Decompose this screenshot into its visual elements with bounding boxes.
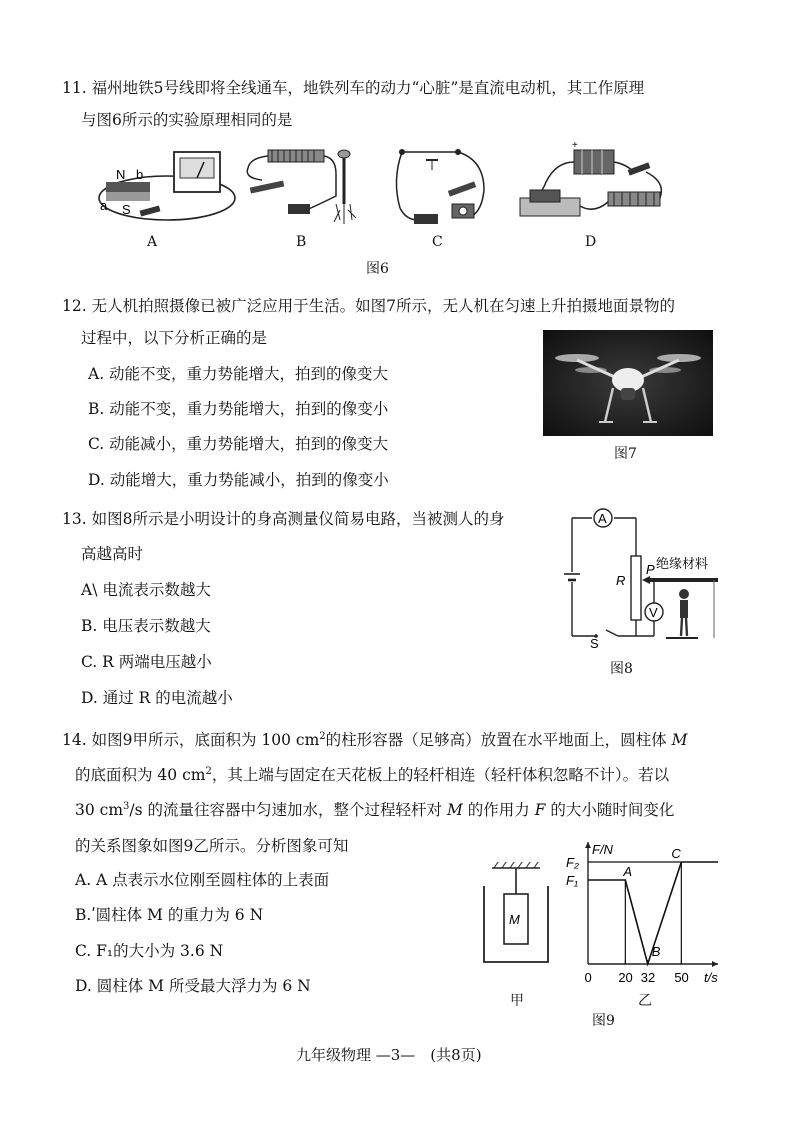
fig9-yi-chart (560, 836, 730, 986)
fig6-a-drawing (92, 146, 242, 226)
q13-option-b: B. 电压表示数越大 (81, 617, 211, 635)
force-curve (588, 862, 681, 964)
point-label: B (651, 944, 661, 959)
switch-label: S (590, 636, 599, 651)
fig9-caption: 图9 (592, 1013, 615, 1029)
q12-option-a: A. 动能不变，重力势能增大，拍到的像变大 (88, 365, 389, 383)
x-tick-label: 50 (674, 970, 689, 985)
resistor-label: R (616, 573, 626, 588)
svg-text:N: N (116, 167, 126, 182)
q11-text1: 福州地铁5号线即将全线通车，地铁列车的动力“心脏”是直流电动机，其工作原理 (91, 79, 645, 97)
chart-xlabel: t/s (704, 970, 718, 985)
q14-line1: 14. 如图9甲所示，底面积为 100 $cm^2$的柱形容器（足够高）放置在水平地面上，圆柱体 M (62, 730, 688, 749)
page-footer: 九年级物理 —3— (共8页) (296, 1046, 482, 1064)
q12-number: 12. (62, 297, 87, 315)
slider-label: P (646, 562, 655, 577)
q13-number: 13. (62, 510, 87, 528)
q11-number: 11. (62, 79, 87, 97)
fig9-jia-label: 甲 (510, 993, 524, 1009)
fig8-circuit (556, 500, 736, 680)
q13-line1 (62, 507, 504, 529)
q14-option-b: B.ʹ圆柱体 M 的重力为 6 N (75, 906, 264, 924)
q12-option-c: C. 动能减小，重力势能增大，拍到的像变大 (88, 435, 389, 453)
fig6-c-label: C (432, 234, 443, 250)
point-label: C (671, 846, 681, 861)
q12-option-b: B. 动能不变，重力势能增大，拍到的像变小 (88, 400, 389, 418)
insulating-material-label: 绝缘材料 (656, 556, 709, 571)
y-tick-label: F₁ (566, 873, 579, 888)
svg-text:S: S (122, 202, 131, 217)
fig6-b-label: B (296, 234, 307, 250)
point-label: A (623, 864, 633, 879)
fig9-yi-label: 乙 (638, 993, 652, 1009)
q14-line4: 的关系图象如图9乙所示。分析图象可知 (75, 837, 349, 855)
fig7-caption: 图7 (614, 446, 637, 462)
q13-line2: 高越高时 (81, 545, 144, 563)
fig9-jia-container (474, 858, 558, 980)
svg-text:+: + (572, 142, 578, 151)
q11-line2: 与图6所示的实验原理相同的是 (81, 111, 293, 129)
q12-line2: 过程中，以下分析正确的是 (81, 329, 268, 347)
fig6-a-label: A (147, 234, 158, 250)
voltmeter-label: V (649, 605, 658, 620)
fig6-d-drawing (516, 142, 666, 227)
q13-option-d: D. 通过 R 的电流越小 (81, 689, 233, 707)
svg-text:a: a (100, 198, 108, 213)
fig6-c-drawing (388, 140, 494, 230)
fig7-drone-photo (543, 330, 713, 436)
x-tick-label: 0 (584, 970, 592, 985)
q11-line1 (62, 76, 644, 98)
svg-text:M: M (509, 912, 520, 927)
q13-text1: 如图8所示是小明设计的身高测量仪简易电路，当被测人的身 (91, 510, 505, 528)
ammeter-label: A (598, 511, 607, 526)
x-tick-label: 20 (618, 970, 633, 985)
fig6-b-drawing (240, 144, 362, 229)
fig6-d-label: D (585, 234, 597, 250)
q14-line3: 30 $cm^3/s$ 的流量往容器中匀速加水，整个过程轻杆对 M 的作用力 F 的大小随时间变化 (75, 800, 675, 819)
svg-text:b: b (136, 167, 144, 182)
q14-option-a: A. A 点表示水位刚至圆柱体的上表面 (75, 871, 330, 889)
q13-option-a: A\ 电流表示数越大 (81, 581, 211, 599)
q12-line1 (62, 294, 675, 316)
q14-option-d: D. 圆柱体 M 所受最大浮力为 6 N (75, 977, 311, 995)
person-icon (679, 589, 689, 599)
q13-option-c: C. R 两端电压越小 (81, 653, 212, 671)
fig6-caption: 图6 (366, 261, 389, 277)
q14-line2: 的底面积为 40 $cm^2$，其上端与固定在天花板上的轻杆相连（轻杆体积忽略不计）。若以 (75, 765, 670, 784)
y-tick-label: F₂ (566, 855, 579, 870)
x-tick-label: 32 (640, 970, 656, 985)
q12-option-d: D. 动能增大，重力势能减小，拍到的像变小 (88, 471, 389, 489)
chart-ylabel: F/N (592, 842, 613, 857)
q14-number: 14. (62, 731, 87, 749)
q12-text1: 无人机拍照摄像已被广泛应用于生活。如图7所示，无人机在匀速上升拍摄地面景物的 (91, 297, 675, 315)
q14-option-c: C. F₁的大小为 3.6 N (75, 942, 224, 960)
fig8-caption: 图8 (610, 661, 633, 677)
